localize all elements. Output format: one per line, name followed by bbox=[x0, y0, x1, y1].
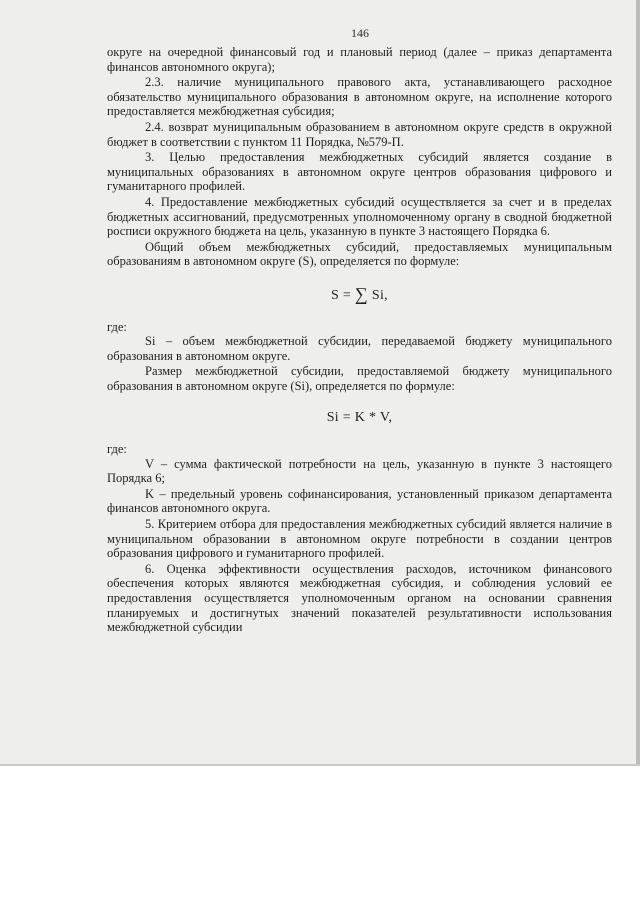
page-number: 146 bbox=[351, 26, 369, 40]
paragraph-3: 3. Целью предоставления межбюджетных субсидий является создание в муниципальных образованиях в автономном округе центров образования цифрового и гуманитарного профилей. bbox=[107, 150, 612, 194]
paragraph-v-definition: V – сумма фактической потребности на цель, указанную в пункте 3 настоящего Порядка 6; bbox=[107, 456, 612, 486]
paragraph-4: 4. Предоставление межбюджетных субсидий осуществляется за счет и в пределах бюджетных ассигнований, предусмотренных уполномоченному органу в сводной бюджетной росписи окружного бюджета на цель, указанную в пункте 3 настоящего Порядка 6. bbox=[107, 194, 612, 239]
formula-sum bbox=[107, 283, 612, 304]
paragraph-continuation: округе на очередной финансовый год и плановый период (далее – приказ департамента финансов автономного округа); bbox=[107, 45, 612, 74]
paragraph-5: 5. Критерием отбора для предоставления межбюджетных субсидий является наличие в муниципальном образовании в автономном округе потребности в создании центров образования цифрового и гуманитарного профилей. bbox=[107, 517, 612, 561]
formula-si: Si = K * V, bbox=[326, 410, 393, 426]
paragraph-6: 6. Оценка эффективности осуществления расходов, источником финансового обеспечения которых являются межбюджетная субсидия, и соблюдения условий ее предоставления осуществляется уполномоченным органом на основании сравнения планируемых и достигнутых значений показателей результативности использования межбюджетной субсидии bbox=[107, 561, 612, 635]
formula-sum-right: Si, bbox=[368, 287, 388, 303]
paragraph-k-definition: K – предельный уровень софинансирования, установленный приказом департамента финансов автономного округа. bbox=[107, 486, 612, 516]
paragraph-total-volume: Общий объем межбюджетных субсидий, предоставляемых муниципальным образованиям в автономном округе (S), определяется по формуле: bbox=[107, 239, 612, 269]
paragraph-subsidy-size: Размер межбюджетной субсидии, предоставляемой бюджету муниципального образования в автономном округе (Si), определяется по формуле: bbox=[107, 364, 612, 393]
paragraph-si-definition: Si – объем межбюджетной субсидии, передаваемой бюджету муниципального образования в автономном округе. bbox=[107, 334, 612, 363]
scan-right-edge bbox=[636, 0, 640, 766]
scan-bottom-edge bbox=[0, 764, 640, 766]
formula-sum-left: S = bbox=[331, 287, 355, 303]
sigma-symbol: ∑ bbox=[354, 283, 369, 304]
document-body bbox=[107, 45, 612, 635]
where-label-2: где: bbox=[107, 442, 127, 457]
paragraph-2-4: 2.4. возврат муниципальным образованием в автономном округе средств в окружной бюджет в соответствии с пунктом 11 Порядка, №579-П. bbox=[107, 119, 612, 149]
where-label-1: где: bbox=[107, 319, 127, 334]
paragraph-2-3: 2.3. наличие муниципального правового акта, устанавливающего расходное обязательство муниципального образования в автономном округе, на исполнение которого предоставляется межбюджетная субсидия; bbox=[107, 75, 612, 119]
